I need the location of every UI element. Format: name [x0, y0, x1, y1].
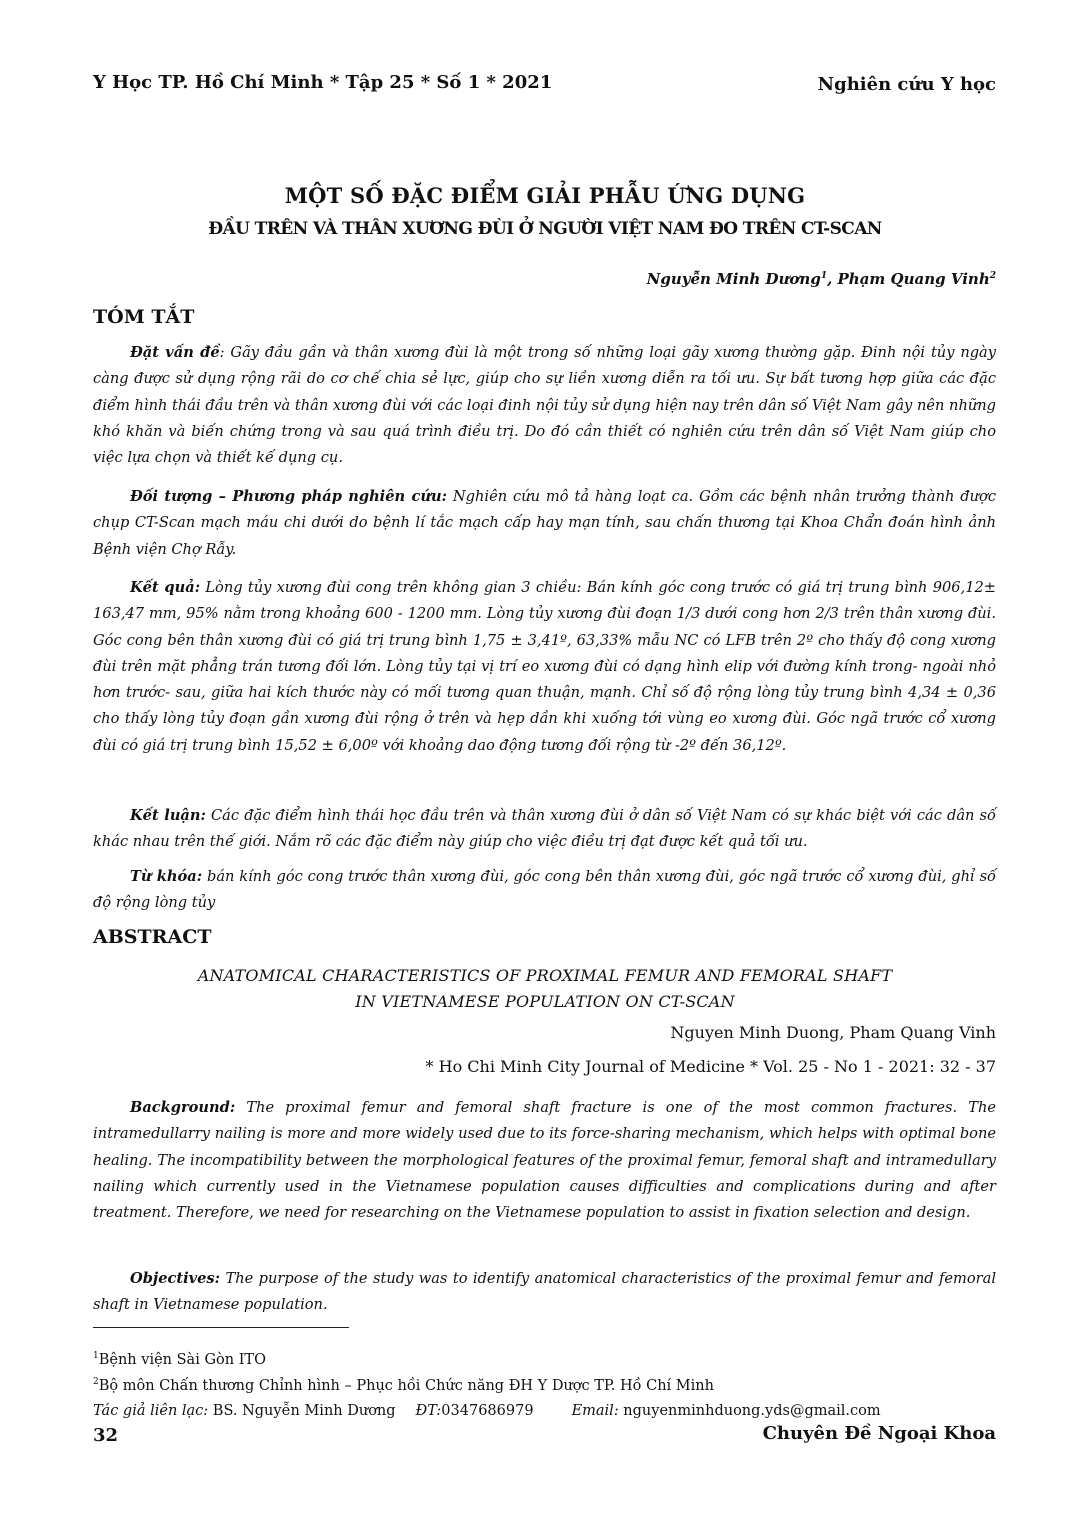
- authors-english: Nguyen Minh Duong, Pham Quang Vinh: [670, 1023, 996, 1042]
- author-1-affiliation: 1: [820, 271, 828, 281]
- footer-section: Chuyên Đề Ngoại Khoa: [762, 1423, 996, 1444]
- footnote-1-text: Bệnh viện Sài Gòn ITO: [98, 1351, 266, 1368]
- author-2-affiliation: 2: [989, 271, 996, 281]
- footnote-2-marker: 2: [93, 1377, 99, 1387]
- article-title-line2: ĐẦU TRÊN VÀ THÂN XƯƠNG ĐÙI Ở NGƯỜI VIỆT NAM ĐO TRÊN CT-SCAN: [208, 219, 882, 239]
- author-2: Phạm Quang Vinh: [837, 270, 990, 288]
- paragraph-label: Background:: [130, 1099, 236, 1116]
- phone-number: 0347686979: [441, 1403, 534, 1419]
- paragraph-text: The proximal femur and femoral shaft fracture is one of the most common fractures. The intramedullarry nailing is more and more widely used due to its force-sharing mechanism, which helps with optimal bone healing. The incompatibility between the morphological features of the proximal femur, femoral shaft and intramedullary nailing which currently used in the Vietnamese population causes difficulties and complications during and after treatment. Therefore, we need for researching on the Vietnamese population to assist in fixation selection and design.: [93, 1099, 996, 1222]
- paragraph-label: Đặt vấn đề: [130, 344, 220, 361]
- paragraph-text: : Gãy đầu gần và thân xương đùi là một trong số những loại gãy xương thường gặp. Đinh nội tủy ngày càng được sử dụng rộng rãi do cơ chế chia sẻ lực, giúp cho sự liền xương diễn ra tối ưu. Sự bất tương hợp giữa các đặc điểm hình thái đầu trên và thân xương đùi với các loại đinh nội tủy sử dụng hiện nay trên dân số Việt Nam gây nên những khó khăn và biến chứng trong và sau quá trình điều trị. Do đó cần thiết có nghiên cứu trên dân số Việt Nam giúp cho việc lựa chọn và thiết kế dụng cụ.: [93, 344, 997, 467]
- paragraph-text: bán kính góc cong trước thân xương đùi, góc cong bên thân xương đùi, góc ngã trước cổ xương đùi, ghỉ số độ rộng lòng tủy: [93, 868, 996, 912]
- summary-background: [93, 340, 996, 471]
- abstract-background: [93, 1095, 996, 1226]
- paragraph-label: Objectives:: [130, 1270, 221, 1287]
- summary-keywords: [93, 864, 996, 917]
- paragraph-label: Từ khóa:: [130, 868, 203, 885]
- paragraph-text: The purpose of the study was to identify anatomical characteristics of the proximal femur and femoral shaft in Vietnamese population.: [93, 1270, 996, 1314]
- phone-label: ĐT:: [415, 1403, 442, 1419]
- abstract-title-line1: ANATOMICAL CHARACTERISTICS OF PROXIMAL FEMUR AND FEMORAL SHAFT: [197, 966, 893, 985]
- email-label: Email:: [571, 1403, 619, 1419]
- paragraph-text: Lòng tủy xương đùi cong trên không gian 3 chiều: Bán kính góc cong trước có giá trị trung bình 906,12± 163,47 mm, 95% nằm trong khoảng 600 - 1200 mm. Lòng tủy xương đùi đoạn 1/3 dưới cong hơn 2/3 trên thân xương đùi. Góc cong bên thân xương đùi có giá trị trung bình 1,75 ± 3,41º, 63,33% mẫu NC có LFB trên 2º cho thấy độ cong xương đùi trên mặt phẳng trán tương đối lớn. Lòng tủy tại vị trí eo xương đùi có dạng hình elip với đường kính trong- ngoài nhỏ hơn trước- sau, giữa hai kích thước này có mối tương quan thuận, mạnh. Chỉ số độ rộng lòng tủy trung bình 4,34 ± 0,36 cho thấy lòng tủy đoạn gần xương đùi rộng ở trên và hẹp dần khi xuống tới vùng eo xương đùi. Góc ngã trước cổ xương đùi có giá trị trung bình 15,52 ± 6,00º với khoảng dao động tương đối rộng từ -2º đến 36,12º.: [93, 579, 997, 754]
- summary-results: [93, 575, 996, 759]
- abstract-heading: ABSTRACT: [93, 926, 212, 948]
- paragraph-label: Kết luận:: [130, 807, 206, 824]
- summary-conclusion: [93, 803, 996, 856]
- abstract-title-line2: IN VIETNAMESE POPULATION ON CT-SCAN: [355, 992, 735, 1011]
- journal-header: Y Học TP. Hồ Chí Minh * Tập 25 * Số 1 * 2021: [93, 72, 553, 93]
- paragraph-label: Kết quả:: [130, 579, 201, 596]
- paragraph-text: Các đặc điểm hình thái học đầu trên và thân xương đùi ở dân số Việt Nam có sự khác biệt với các dân số khác nhau trên thế giới. Nắm rõ các đặc điểm này giúp cho việc điều trị đạt được kết quả tối ưu.: [93, 807, 996, 851]
- summary-heading: TÓM TẮT: [93, 306, 195, 328]
- section-header: Nghiên cứu Y học: [817, 74, 996, 95]
- footnote-1: [93, 1351, 266, 1368]
- citation: * Ho Chi Minh City Journal of Medicine * Vol. 25 - No 1 - 2021: 32 - 37: [425, 1057, 996, 1076]
- article-title-line1: MỘT SỐ ĐẶC ĐIỂM GIẢI PHẪU ỨNG DỤNG: [284, 183, 806, 208]
- page-number: 32: [93, 1425, 119, 1446]
- summary-methods: [93, 484, 996, 563]
- abstract-title: [0, 963, 1090, 1015]
- footnote-2-text: Bộ môn Chấn thương Chỉnh hình – Phục hồi Chức năng ĐH Y Dược TP. Hồ Chí Minh: [98, 1377, 714, 1394]
- footnote-1-marker: 1: [93, 1351, 99, 1361]
- footnote-divider: [93, 1327, 349, 1328]
- email-address: nguyenminhduong.yds@gmail.com: [618, 1403, 881, 1419]
- authors-vietnamese: [647, 270, 996, 288]
- paragraph-text: Nghiên cứu mô tả hàng loạt ca. Gồm các bệnh nhân trưởng thành được chụp CT-Scan mạch máu chi dưới do bệnh lí tắc mạch cấp hay mạn tính, sau chấn thương tại Khoa Chẩn đoán hình ảnh Bệnh viện Chợ Rẫy.: [93, 488, 996, 558]
- footnote-2: [93, 1377, 714, 1394]
- author-separator: ,: [827, 270, 838, 288]
- contact-name: BS. Nguyễn Minh Dương: [208, 1403, 396, 1419]
- author-1: Nguyễn Minh Dương: [646, 270, 821, 288]
- contact-line: [93, 1403, 881, 1419]
- abstract-objectives: [93, 1266, 996, 1319]
- contact-label: Tác giả liên lạc:: [93, 1403, 209, 1419]
- paragraph-label: Đối tượng – Phương pháp nghiên cứu:: [130, 488, 447, 505]
